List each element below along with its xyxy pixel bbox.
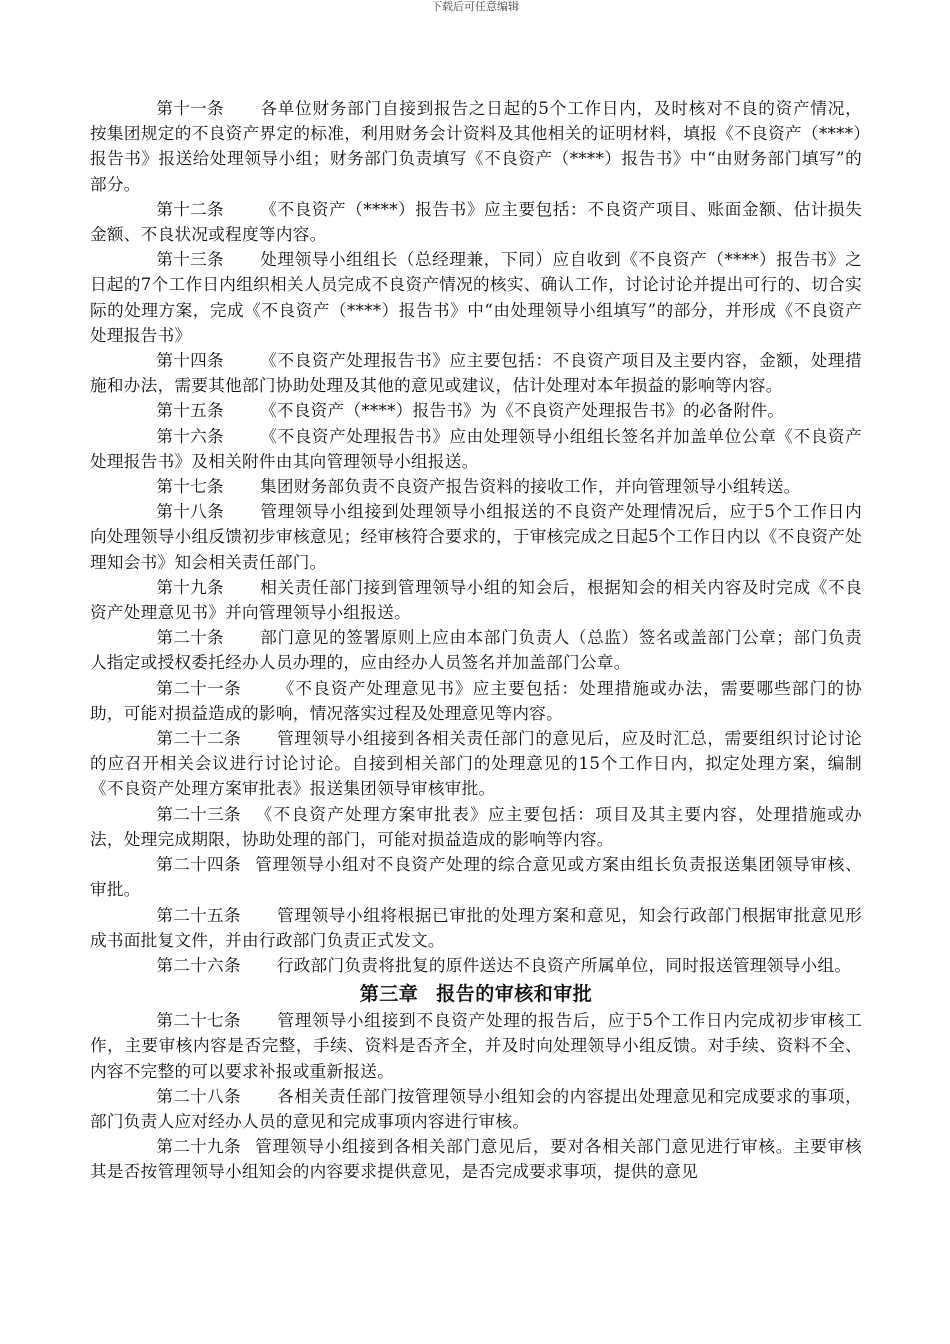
article-text: 相关责任部门接到管理领导小组的知会后，根据知会的相关内容及时完成《不良资产处理意见书》并向管理领导小组报送。 bbox=[90, 577, 862, 623]
article-text: 《不良资产处理报告书》应主要包括：不良资产项目及主要内容，金额，处理措施和办法，需要其他部门协助处理及其他的意见或建议，估计处理对本年损益的影响等内容。 bbox=[90, 351, 862, 396]
article-text: 《不良资产（****）报告书》为《不良资产处理报告书》的必备附件。 bbox=[259, 401, 785, 421]
article-number: 第十三条 bbox=[156, 250, 224, 270]
article-text: 《不良资产处理方案审批表》应主要包括：项目及其主要内容，处理措施或办法，处理完成期限，协助处理的部门，可能对损益造成的影响等内容。 bbox=[90, 804, 862, 849]
article-text: 《不良资产（****）报告书》应主要包括：不良资产项目、账面金额、估计损失金额、不良状况或程度等内容。 bbox=[90, 199, 862, 245]
article-20 bbox=[90, 625, 862, 675]
article-25 bbox=[90, 903, 862, 953]
article-text: 管理领导小组接到各相关部门意见后，要对各相关部门意见进行审核。主要审核其是否按管理领导小组知会的内容要求提供意见，是否完成要求事项，提供的意见 bbox=[90, 1137, 862, 1182]
article-number: 第二十七条 bbox=[156, 1011, 241, 1031]
article-text: 管理领导小组将根据已审批的处理方案和意见，知会行政部门根据审批意见形成书面批复文件，并由行政部门负责正式发文。 bbox=[90, 905, 862, 950]
article-text: 各单位财务部门自接到报告之日起的5个工作日内，及时核对不良的资产情况，按集团规定的不良资产界定的标准，利用财务会计资料及其他相关的证明材料，填报《不良资产（****）报告书》报送给处理领导小组；财务部门负责填写《不良资产（****）报告书》中“由财务部门填写”的部分。 bbox=[90, 99, 862, 194]
article-number: 第二十六条 bbox=[156, 955, 241, 975]
chapter-heading bbox=[90, 980, 862, 1008]
article-text: 管理领导小组接到不良资产处理的报告后，应于5个工作日内完成初步审核工作，主要审核内容是否完整，手续、资料是否齐全，并及时向处理领导小组反馈。对手续、资料不全、内容不完整的可以要求补报或重新报送。 bbox=[90, 1011, 862, 1081]
article-text: 各相关责任部门按管理领导小组知会的内容提出处理意见和完成要求的事项，部门负责人应对经办人员的意见和完成事项内容进行审核。 bbox=[90, 1086, 862, 1131]
article-23 bbox=[90, 802, 862, 852]
article-text: 管理领导小组对不良资产处理的综合意见或方案由组长负责报送集团领导审核、审批。 bbox=[90, 855, 862, 900]
article-number: 第十九条 bbox=[156, 577, 224, 597]
article-13 bbox=[90, 247, 862, 348]
article-22 bbox=[90, 726, 862, 802]
article-text: 管理领导小组接到处理领导小组报送的不良资产处理情况后，应于5个工作日内向处理领导小组反馈初步审核意见；经审核符合要求的，于审核完成之日起5个工作日内以《不良资产处理知会书》知会相关责任部门。 bbox=[90, 502, 862, 572]
article-number: 第十一条 bbox=[156, 99, 224, 118]
article-text: 《不良资产处理报告书》应由处理领导小组组长签名并加盖单位公章《不良资产处理报告书》及相关附件由其向管理领导小组报送。 bbox=[90, 426, 862, 471]
article-number: 第二十二条 bbox=[156, 729, 241, 749]
article-number: 第十六条 bbox=[156, 426, 224, 446]
article-number: 第十七条 bbox=[156, 477, 224, 497]
article-number: 第二十五条 bbox=[156, 905, 241, 925]
article-number: 第二十九条 bbox=[156, 1137, 241, 1157]
article-number: 第二十一条 bbox=[156, 678, 241, 698]
article-24 bbox=[90, 852, 862, 902]
article-number: 第二十八条 bbox=[156, 1086, 241, 1106]
article-number: 第二十条 bbox=[156, 628, 224, 648]
article-19 bbox=[90, 575, 862, 625]
article-17 bbox=[90, 474, 862, 499]
article-text: 部门意见的签署原则上应由本部门负责人（总监）签名或盖部门公章；部门负责人指定或授权委托经办人员办理的，应由经办人员签名并加盖部门公章。 bbox=[90, 628, 862, 673]
article-text: 管理领导小组接到各相关责任部门的意见后，应及时汇总，需要组织讨论讨论的应召开相关会议进行讨论讨论。自接到相关部门的处理意见的15个工作日内，拟定处理方案，编制《不良资产处理方案审批表》报送集团领导审核审批。 bbox=[90, 729, 862, 799]
article-number: 第十四条 bbox=[156, 351, 224, 371]
article-18 bbox=[90, 499, 862, 575]
article-number: 第十八条 bbox=[156, 502, 224, 522]
article-text: 《不良资产处理意见书》应主要包括：处理措施或办法，需要哪些部门的协助，可能对损益造成的影响，情况落实过程及处理意见等内容。 bbox=[90, 678, 862, 723]
document-body bbox=[90, 96, 862, 1185]
article-12 bbox=[90, 197, 862, 247]
page-header-note: 下载后可任意编辑 bbox=[431, 0, 519, 13]
chapter-number: 第三章 bbox=[359, 983, 419, 1006]
article-number: 第十二条 bbox=[156, 199, 224, 219]
chapter-title: 报告的审核和审批 bbox=[436, 983, 593, 1006]
article-text: 集团财务部负责不良资产报告资料的接收工作，并向管理领导小组转送。 bbox=[259, 477, 801, 497]
article-21 bbox=[90, 676, 862, 726]
article-27 bbox=[90, 1008, 862, 1084]
article-15 bbox=[90, 398, 862, 423]
article-number: 第十五条 bbox=[156, 401, 224, 421]
article-16 bbox=[90, 424, 862, 474]
article-number: 第二十三条 bbox=[156, 804, 241, 824]
article-29 bbox=[90, 1134, 862, 1184]
article-26 bbox=[90, 953, 862, 978]
article-text: 处理领导小组组长（总经理兼，下同）应自收到《不良资产（****）报告书》之日起的7个工作日内组织相关人员完成不良资产情况的核实、确认工作，讨论讨论并提出可行的、切合实际的处理方案，完成《不良资产（****）报告书》中“由处理领导小组填写”的部分，并形成《不良资产处理报告书》 bbox=[90, 250, 862, 345]
article-number: 第二十四条 bbox=[156, 855, 241, 875]
article-14 bbox=[90, 348, 862, 398]
article-28 bbox=[90, 1084, 862, 1134]
article-text: 行政部门负责将批复的原件送达不良资产所属单位，同时报送管理领导小组。 bbox=[276, 955, 852, 975]
article-11 bbox=[90, 96, 862, 197]
